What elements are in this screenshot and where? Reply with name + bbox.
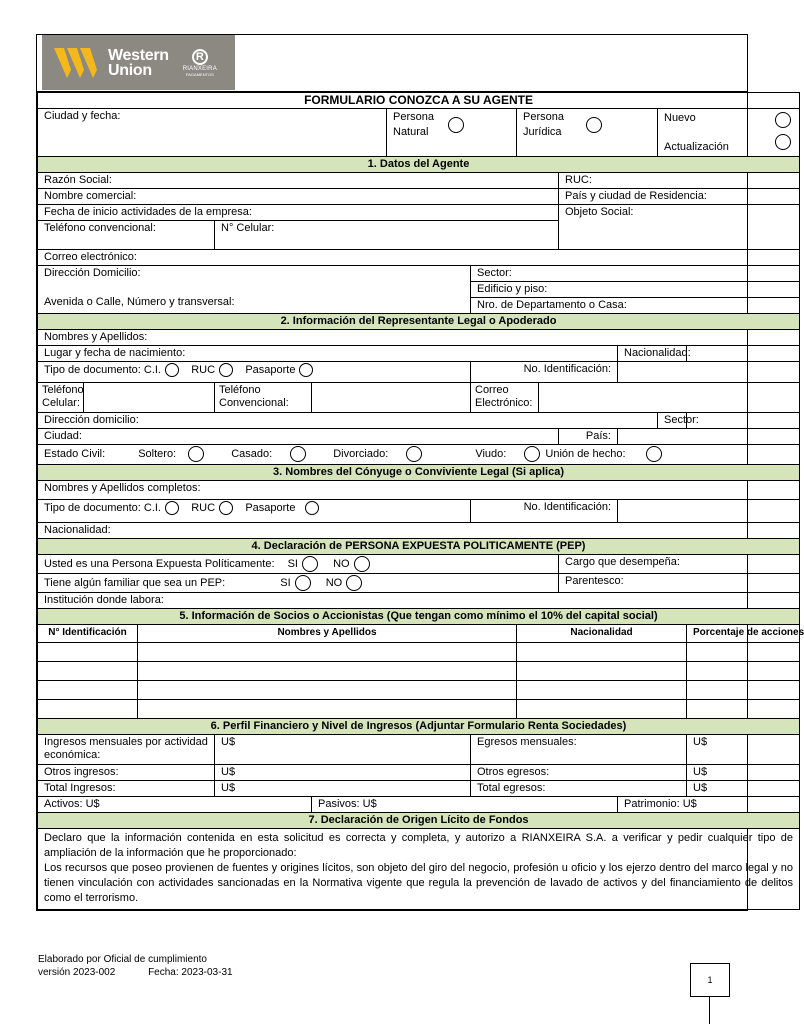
conyuge-tipo-documento — [38, 500, 471, 523]
s7-row1 — [38, 829, 800, 910]
socio-cell[interactable] — [687, 700, 800, 719]
rep-tel-celular-label — [38, 383, 84, 413]
ingresos-field[interactable]: U$ — [215, 735, 471, 765]
footer-elaborado: Elaborado por Oficial de cumplimiento — [38, 954, 207, 965]
rep-pasaporte-radio[interactable] — [299, 363, 313, 377]
section-7-title: 7. Declaración de Origen Lícito de Fondos — [38, 813, 800, 829]
western-union-wordmark — [108, 48, 169, 78]
rep-nacionalidad-label: Nacionalidad: — [618, 346, 687, 362]
wordmark-line1: Western — [108, 46, 169, 64]
declaracion-p2: Los recursos que poseo provienen de fuentes y origines lícitos, son objeto del giro del negocio, profesión u oficio y los ejerzo dentro del marco legal y no tienen vinculación con actividades sancionadas en la Normativa vigente que regula la prevención de lavado de activos y del financiamiento de delitos como el terrorismo. — [44, 862, 794, 904]
conyuge-nombres-field[interactable]: Nombres y Apellidos completos: — [38, 481, 800, 500]
soltero-radio[interactable] — [188, 446, 204, 462]
s6-row4 — [38, 797, 800, 813]
conyuge-pasaporte-radio[interactable] — [305, 501, 319, 515]
s1-row3 — [38, 205, 800, 221]
western-union-mark-icon — [54, 48, 102, 78]
sector-field[interactable]: Sector: — [471, 266, 800, 282]
rep-sector-label: Sector: — [658, 413, 687, 429]
rep-pasaporte-label: Pasaporte — [245, 363, 296, 376]
direccion-field[interactable] — [38, 266, 471, 314]
pep-si-label: SI — [287, 557, 298, 570]
col-identificacion: N° Identificación — [38, 625, 138, 643]
s1-row2 — [38, 189, 800, 205]
s1-row1 — [38, 173, 800, 189]
conyuge-nacionalidad-field[interactable]: Nacionalidad: — [38, 523, 800, 539]
declaracion-p1: Declaro que la información contenida en esta solicitud es correcta y completa, y autorizo a RIANXEIRA S.A. a verificar y pedir cualquier tipo de ampliación de la información que he proporcionado: — [44, 832, 794, 859]
rep-ciudad-field[interactable]: Ciudad: — [38, 429, 559, 445]
brand-logo — [42, 35, 235, 90]
col-porcentaje: Porcentaje de acciones — [687, 625, 800, 643]
rep-tel-celular-field[interactable] — [84, 383, 215, 413]
familiar-pep-question — [38, 574, 559, 593]
section-2-title: 2. Información del Representante Legal o Apoderado — [38, 314, 800, 330]
socios-header-row — [38, 625, 800, 643]
rianxeira-seal — [183, 49, 217, 77]
rep-nombres-field[interactable]: Nombres y Apellidos: — [38, 330, 800, 346]
socios-row — [38, 700, 800, 719]
section-2-header — [38, 314, 800, 330]
rep-tipo-doc-label: Tipo de documento: C.I. — [44, 363, 161, 376]
persona-natural-option[interactable] — [387, 109, 517, 157]
s2-row1 — [38, 330, 800, 346]
casado-radio[interactable] — [290, 446, 306, 462]
rep-estado-civil — [38, 445, 800, 465]
pep-no-radio[interactable] — [354, 556, 370, 572]
conyuge-ci-radio[interactable] — [165, 501, 179, 515]
union-hecho-label: Unión de hecho: — [545, 447, 626, 460]
rep-tel-conv-label — [215, 383, 312, 413]
pais-ciudad-field[interactable]: País y ciudad de Residencia: — [559, 189, 800, 205]
total-egresos-label: Total egresos: — [471, 781, 687, 797]
otros-egresos-field[interactable]: U$ — [687, 765, 800, 781]
logo-row — [37, 35, 747, 92]
rep-ci-radio[interactable] — [165, 363, 179, 377]
socio-cell[interactable] — [687, 643, 800, 662]
wordmark-line2: Union — [108, 61, 152, 79]
razon-social-field[interactable]: Razón Social: — [38, 173, 559, 189]
rep-tel-celular-label1: Teléfono — [42, 384, 84, 396]
nombre-comercial-field[interactable]: Nombre comercial: — [38, 189, 559, 205]
otros-egresos-label: Otros egresos: — [471, 765, 687, 781]
conyuge-ruc-radio[interactable] — [219, 501, 233, 515]
s2-row7 — [38, 445, 800, 465]
nuevo-radio[interactable] — [775, 112, 791, 128]
socio-cell[interactable] — [138, 681, 517, 700]
section-1-header — [38, 157, 800, 173]
s2-row3 — [38, 362, 800, 383]
familiar-si-radio[interactable] — [295, 575, 311, 591]
s3-row3 — [38, 523, 800, 539]
socio-cell[interactable] — [138, 662, 517, 681]
ruc-field[interactable]: RUC: — [559, 173, 800, 189]
section-5-header — [38, 609, 800, 625]
footer-version: versión 2023-002 — [38, 967, 116, 978]
pep-question-label: Usted es una Persona Expuesta Políticamente: — [44, 557, 275, 570]
otros-ingresos-field[interactable]: U$ — [215, 765, 471, 781]
s2-row2 — [38, 346, 800, 362]
section-6-title: 6. Perfil Financiero y Nivel de Ingresos (Adjuntar Formulario Renta Sociedades) — [38, 719, 800, 735]
section-4-title: 4. Declaración de PERSONA EXPUESTA POLITICAMENTE (PEP) — [38, 539, 800, 555]
parentesco-field[interactable]: Parentesco: — [559, 574, 800, 593]
page-number: 1 — [690, 963, 730, 997]
ingresos-label: Ingresos mensuales por actividad económica: — [38, 735, 215, 765]
section-7-header — [38, 813, 800, 829]
s6-row3 — [38, 781, 800, 797]
rep-tel-conv-field[interactable] — [312, 383, 471, 413]
total-ingresos-field[interactable]: U$ — [215, 781, 471, 797]
seal-letter: R — [192, 49, 208, 65]
s2-row4 — [38, 383, 800, 413]
page-divider — [709, 997, 710, 1024]
rep-tel-celular-label2: Celular: — [42, 397, 80, 409]
form-title-row — [38, 93, 800, 109]
s1-row5 — [38, 250, 800, 266]
seal-name: RIANXEIRA — [182, 65, 217, 72]
section-6-header — [38, 719, 800, 735]
socio-cell[interactable] — [517, 662, 687, 681]
total-ingresos-label: Total Ingresos: — [38, 781, 215, 797]
socio-cell[interactable] — [38, 700, 138, 719]
persona-natural-radio[interactable] — [448, 117, 464, 133]
seal-sub: PAGAMENTOS — [185, 71, 214, 77]
edificio-field[interactable]: Edificio y piso: — [471, 282, 800, 298]
conyuge-pasaporte-label: Pasaporte — [245, 501, 296, 514]
socio-cell[interactable] — [38, 643, 138, 662]
rep-pais-label: País: — [559, 429, 618, 445]
section-3-title: 3. Nombres del Cónyuge o Conviviente Legal (Si aplica) — [38, 465, 800, 481]
direccion-label: Dirección Domicilio: — [44, 267, 141, 279]
persona-juridica-radio[interactable] — [586, 117, 602, 133]
pep-question — [38, 555, 559, 574]
rep-direccion-field[interactable]: Dirección domicilio: — [38, 413, 658, 429]
form-table — [37, 92, 804, 910]
correo-field[interactable]: Correo electrónico: — [38, 250, 800, 266]
s6-row1 — [38, 735, 800, 765]
persona-natural-label: Persona — [393, 111, 434, 123]
s4-row3 — [38, 593, 800, 609]
socios-row — [38, 643, 800, 662]
section-1-title: 1. Datos del Agente — [38, 157, 800, 173]
persona-juridica-label2: Jurídica — [523, 126, 562, 138]
conyuge-ruc-label: RUC — [191, 501, 216, 514]
socio-cell[interactable] — [687, 681, 800, 700]
familiar-pep-label: Tiene algún familiar que sea un PEP: — [44, 576, 226, 589]
socio-cell[interactable] — [517, 681, 687, 700]
pep-si-radio[interactable] — [302, 556, 318, 572]
socio-cell[interactable] — [138, 700, 517, 719]
divorciado-label: Divorciado: — [333, 447, 389, 460]
socio-cell[interactable] — [38, 662, 138, 681]
viudo-label: Viudo: — [475, 447, 507, 460]
rep-pais-field[interactable] — [618, 429, 800, 445]
tipo-solicitud-options — [658, 109, 800, 157]
header-row — [38, 109, 800, 157]
rep-lugar-fecha-field[interactable]: Lugar y fecha de nacimiento: — [38, 346, 618, 362]
socio-cell[interactable] — [517, 700, 687, 719]
objeto-social-field[interactable]: Objeto Social: — [559, 205, 800, 250]
socios-row — [38, 681, 800, 700]
actualizacion-label: Actualización — [664, 141, 729, 153]
socio-cell[interactable] — [138, 643, 517, 662]
patrimonio-field[interactable]: Patrimonio: U$ — [618, 797, 800, 813]
avenida-label: Avenida o Calle, Número y transversal: — [44, 296, 235, 308]
familiar-no-radio[interactable] — [346, 575, 362, 591]
rep-correo-field[interactable] — [539, 383, 800, 413]
pasivos-field[interactable]: Pasivos: U$ — [312, 797, 618, 813]
form-title: FORMULARIO CONOZCA A SU AGENTE — [38, 93, 800, 109]
rep-correo-label — [471, 383, 539, 413]
s6-row2 — [38, 765, 800, 781]
rep-tel-conv-label1: Teléfono — [219, 384, 261, 396]
egresos-field[interactable]: U$ — [687, 735, 800, 765]
egresos-label: Egresos mensuales: — [471, 735, 687, 765]
persona-juridica-label: Persona — [523, 111, 564, 123]
union-hecho-radio[interactable] — [646, 446, 662, 462]
familiar-no-label: NO — [325, 576, 343, 589]
pep-no-label: NO — [333, 557, 350, 570]
telefono-convencional-field[interactable]: Teléfono convencional: — [38, 221, 215, 250]
col-nacionalidad: Nacionalidad — [517, 625, 687, 643]
socio-cell[interactable] — [517, 643, 687, 662]
footer — [38, 953, 233, 979]
nuevo-label: Nuevo — [664, 112, 696, 124]
section-5-title: 5. Información de Socios o Accionistas (Que tengan como mínimo el 10% del capital social) — [38, 609, 800, 625]
divorciado-radio[interactable] — [406, 446, 422, 462]
soltero-label: Soltero: — [138, 447, 177, 460]
nuevo-option[interactable] — [664, 111, 793, 126]
s4-row1 — [38, 555, 800, 574]
otros-ingresos-label: Otros ingresos: — [38, 765, 215, 781]
conyuge-no-ident-label: No. Identificación: — [471, 500, 618, 523]
persona-juridica-option[interactable] — [517, 109, 658, 157]
ciudad-fecha-field[interactable]: Ciudad y fecha: — [38, 109, 387, 157]
rep-ruc-label: RUC — [191, 363, 216, 376]
footer-fecha: Fecha: 2023-03-31 — [148, 967, 233, 978]
familiar-si-label: SI — [280, 576, 291, 589]
estado-civil-label: Estado Civil: — [44, 447, 106, 460]
footer-version-row — [38, 966, 233, 979]
actualizacion-radio[interactable] — [775, 134, 791, 150]
rep-correo-label2: Electrónico: — [475, 397, 533, 409]
activos-field[interactable]: Activos: U$ — [38, 797, 312, 813]
section-3-header — [38, 465, 800, 481]
socios-row — [38, 662, 800, 681]
s4-row2 — [38, 574, 800, 593]
institucion-field[interactable]: Institución donde labora: — [38, 593, 800, 609]
s2-row5 — [38, 413, 800, 429]
cargo-field[interactable]: Cargo que desempeña: — [559, 555, 800, 574]
casado-label: Casado: — [231, 447, 273, 460]
socio-cell[interactable] — [687, 662, 800, 681]
rep-ruc-radio[interactable] — [219, 363, 233, 377]
s3-row1 — [38, 481, 800, 500]
socio-cell[interactable] — [38, 681, 138, 700]
conyuge-no-ident-field[interactable] — [618, 500, 800, 523]
col-nombres: Nombres y Apellidos — [138, 625, 517, 643]
section-4-header — [38, 539, 800, 555]
form-page — [36, 34, 804, 911]
viudo-radio[interactable] — [524, 446, 540, 462]
persona-natural-label2: Natural — [393, 126, 429, 138]
fecha-inicio-field[interactable]: Fecha de inicio actividades de la empresa: — [38, 205, 559, 221]
rep-tipo-documento — [38, 362, 471, 383]
rep-tel-conv-label2: Convencional: — [219, 397, 289, 409]
s3-row2 — [38, 500, 800, 523]
rep-no-ident-label: No. Identificación: — [471, 362, 618, 383]
total-egresos-field[interactable]: U$ — [687, 781, 800, 797]
actualizacion-option[interactable] — [664, 140, 793, 155]
declaracion-text — [38, 829, 800, 910]
rep-sector-field[interactable] — [687, 413, 800, 429]
conyuge-tipo-doc-label: Tipo de documento: C.I. — [44, 501, 161, 514]
rep-no-ident-field[interactable] — [618, 362, 800, 383]
rep-correo-label1: Correo — [475, 384, 509, 396]
celular-field[interactable]: N° Celular: — [215, 221, 559, 250]
rep-nacionalidad-field[interactable] — [687, 346, 800, 362]
s2-row6 — [38, 429, 800, 445]
departamento-field[interactable]: Nro. de Departamento o Casa: — [471, 298, 800, 314]
s1-row6 — [38, 266, 800, 282]
